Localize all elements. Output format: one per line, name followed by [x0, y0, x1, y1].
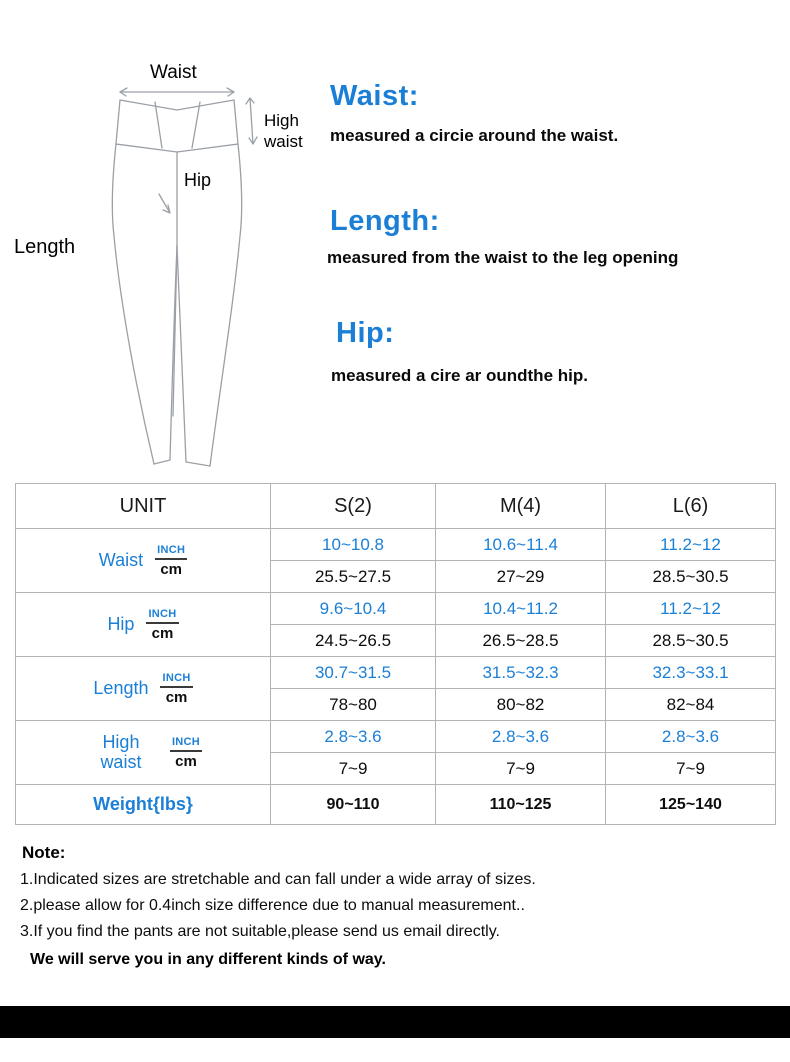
bottom-black-bar [0, 1006, 790, 1038]
weight-label-cell [16, 785, 271, 825]
row-label-waist: Waist [98, 549, 144, 570]
row-hip-inch [16, 593, 776, 625]
note-footer: We will serve you in any different kinds of way. [30, 951, 386, 968]
unit-fraction [155, 545, 187, 577]
size-value-cell: 27~29 [436, 561, 606, 593]
waist-label-cell [16, 529, 271, 593]
row-label-group [16, 733, 270, 773]
definition-desc-length: measured from the waist to the leg opening [327, 248, 679, 267]
unit-fraction [170, 737, 202, 769]
pants-diagram [110, 86, 265, 476]
hip-label-cell [16, 593, 271, 657]
size-value-cell: 90~110 [271, 785, 436, 825]
high-waist-label-line1: High [264, 111, 299, 130]
row-waist-inch [16, 529, 776, 561]
size-value-cell: 2.8~3.6 [271, 721, 436, 753]
cm-unit-label: cm [151, 624, 174, 642]
size-value-cell: 28.5~30.5 [606, 561, 776, 593]
row-label-hip: Hip [107, 613, 135, 634]
definition-term-length: Length: [330, 205, 440, 237]
row-label-group [16, 609, 270, 641]
size-value-cell: 7~9 [271, 753, 436, 785]
size-value-cell: 10.4~11.2 [436, 593, 606, 625]
inch-unit-label: INCH [160, 673, 192, 688]
size-value-cell: 30.7~31.5 [271, 657, 436, 689]
note-line-1: 1.Indicated sizes are stretchable and can fall under a wide array of sizes. [20, 871, 536, 888]
unit-fraction [160, 673, 192, 705]
inch-unit-label: INCH [155, 545, 187, 560]
size-value-cell: 24.5~26.5 [271, 625, 436, 657]
size-value-cell: 11.2~12 [606, 593, 776, 625]
size-value-cell: 82~84 [606, 689, 776, 721]
high-waist-label-line2: waist [264, 132, 303, 151]
size-header-m: M(4) [436, 484, 606, 529]
row-label-group [16, 673, 270, 705]
inch-unit-label: INCH [170, 737, 202, 752]
definition-term-hip: Hip: [336, 317, 395, 349]
size-value-cell: 10.6~11.4 [436, 529, 606, 561]
note-line-2: 2.please allow for 0.4inch size difference due to manual measurement.. [20, 897, 525, 914]
size-value-cell: 28.5~30.5 [606, 625, 776, 657]
row-label-group [16, 545, 270, 577]
size-value-cell: 78~80 [271, 689, 436, 721]
note-title: Note: [22, 843, 66, 862]
row-label-high-waist: High waist [100, 731, 142, 772]
size-value-cell: 9.6~10.4 [271, 593, 436, 625]
size-value-cell: 26.5~28.5 [436, 625, 606, 657]
inch-unit-label: INCH [146, 609, 178, 624]
unit-header-cell: UNIT [16, 484, 271, 529]
size-chart-table [15, 483, 776, 825]
cm-unit-label: cm [165, 688, 188, 706]
length-label-cell [16, 657, 271, 721]
size-header-l: L(6) [606, 484, 776, 529]
size-value-cell: 31.5~32.3 [436, 657, 606, 689]
row-weight [16, 785, 776, 825]
size-value-cell: 25.5~27.5 [271, 561, 436, 593]
size-value-cell: 7~9 [606, 753, 776, 785]
diagram-high-waist-label [264, 110, 303, 152]
size-value-cell: 110~125 [436, 785, 606, 825]
size-value-cell: 10~10.8 [271, 529, 436, 561]
high-waist-arrow [246, 98, 257, 144]
size-value-cell: 32.3~33.1 [606, 657, 776, 689]
definition-desc-waist: measured a circie around the waist. [330, 126, 619, 145]
row-label-length: Length [93, 677, 149, 698]
size-value-cell: 80~82 [436, 689, 606, 721]
diagram-length-label: Length [14, 236, 76, 258]
row-high-waist-inch [16, 721, 776, 753]
unit-fraction [146, 609, 178, 641]
size-value-cell: 2.8~3.6 [436, 721, 606, 753]
definition-term-waist: Waist: [330, 80, 419, 112]
waistband [116, 100, 238, 152]
note-line-3: 3.If you find the pants are not suitable,please send us email directly. [20, 923, 500, 940]
size-value-cell: 125~140 [606, 785, 776, 825]
measure-tick-arrow [159, 194, 170, 213]
definition-desc-hip: measured a cire ar oundthe hip. [331, 366, 588, 385]
waist-arrow [120, 88, 234, 96]
row-length-inch [16, 657, 776, 689]
diagram-waist-label: Waist [150, 62, 197, 83]
weight-label: Weight{lbs} [93, 794, 193, 814]
cm-unit-label: cm [160, 560, 183, 578]
size-value-cell: 7~9 [436, 753, 606, 785]
size-header-s: S(2) [271, 484, 436, 529]
table-header-row [16, 484, 776, 529]
size-value-cell: 11.2~12 [606, 529, 776, 561]
diagram-hip-label: Hip [184, 170, 212, 190]
cm-unit-label: cm [175, 752, 197, 770]
size-value-cell: 2.8~3.6 [606, 721, 776, 753]
high-waist-label-cell [16, 721, 271, 785]
